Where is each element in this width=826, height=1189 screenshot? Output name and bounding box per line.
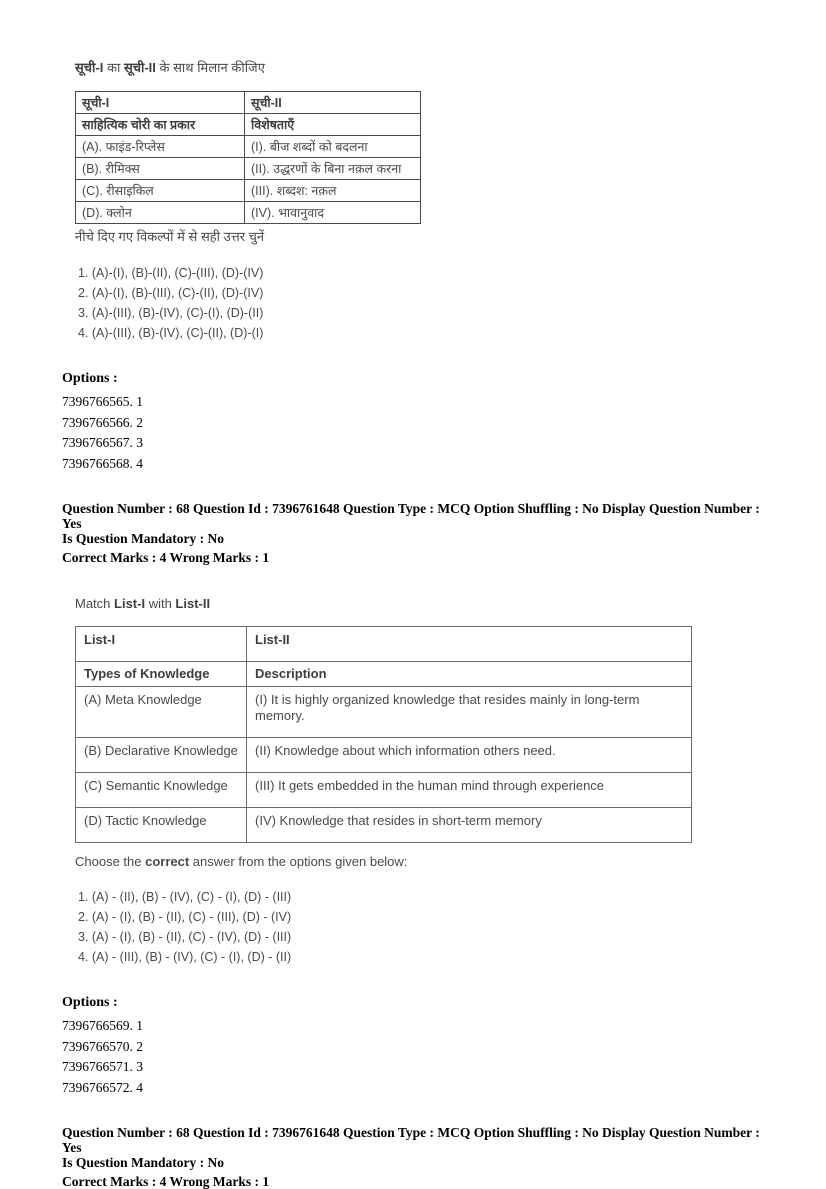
- subheader-cell: Description: [247, 662, 692, 687]
- question-metadata: [62, 1125, 776, 1170]
- choose-correct-word: correct: [145, 854, 190, 869]
- table-cell: (III). शब्दश: नक़ल: [245, 180, 421, 202]
- table-cell: (I). बीज शब्दों को बदलना: [245, 136, 421, 158]
- table-row-d: [76, 808, 692, 843]
- subheader-cell: Types of Knowledge: [76, 662, 247, 687]
- options-block: [62, 995, 776, 1098]
- table-cell: (B). रीमिक्स: [76, 158, 245, 180]
- options-block: [62, 371, 776, 474]
- option-id-4: 7396766568. 4: [62, 455, 143, 471]
- option-id-1: 7396766569. 1: [62, 1018, 143, 1033]
- table-row-a: [76, 136, 421, 158]
- metadata-line-2: Is Question Mandatory : No: [62, 531, 225, 546]
- question-2-content: [75, 596, 776, 967]
- table-cell: (D) Tactic Knowledge: [76, 808, 247, 843]
- table-cell: (IV) Knowledge that resides in short-term memory: [247, 808, 692, 843]
- table-row-c: [76, 180, 421, 202]
- subheader-cell: विशेषताएँ: [245, 114, 421, 136]
- choose-instruction: [75, 854, 776, 869]
- choice-1: 1. (A)-(I), (B)-(II), (C)-(III), (D)-(IV): [78, 266, 264, 280]
- option-id-2: 7396766570. 2: [62, 1038, 143, 1054]
- table-cell: (III) It gets embedded in the human mind through experience: [247, 773, 692, 808]
- choice-1: 1. (A) - (II), (B) - (IV), (C) - (I), (D) - (III): [78, 890, 292, 904]
- option-id-3: 7396766571. 3: [62, 1059, 143, 1074]
- table-cell: (D). क्लोन: [76, 202, 245, 224]
- header-cell-list1: सूची-I: [76, 92, 245, 114]
- prompt-text: with: [145, 596, 176, 611]
- table-cell: (IV). भावानुवाद: [245, 202, 421, 224]
- choose-instruction: नीचे दिए गए विकल्पों में से सही उत्तर चुनें: [75, 229, 265, 244]
- marks-info: Correct Marks : 4 Wrong Marks : 1: [62, 550, 270, 565]
- metadata-line-1: Question Number : 68 Question Id : 7396761648 Question Type : MCQ Option Shuffling : No Display Question Number : Yes: [62, 501, 760, 531]
- prompt-list1-label: सूची-I: [75, 60, 104, 75]
- option-id-3: 7396766567. 3: [62, 435, 143, 450]
- table-cell: (C) Semantic Knowledge: [76, 773, 247, 808]
- table-header-row: [76, 92, 421, 114]
- table-row-c: [76, 773, 692, 808]
- table-cell: (A). फाइंड-रिप्लेस: [76, 136, 245, 158]
- option-id-2: 7396766566. 2: [62, 414, 143, 430]
- table-cell: (II) Knowledge about which information others need.: [247, 738, 692, 773]
- prompt-list2-label: सूची-II: [123, 60, 156, 75]
- table-cell: (I) It is highly organized knowledge that resides mainly in long-term memory.: [247, 687, 692, 738]
- choice-3: 3. (A) - (I), (B) - (II), (C) - (IV), (D) - (III): [78, 930, 292, 944]
- choose-text: answer from the options given below:: [189, 854, 408, 869]
- choice-2: 2. (A)-(I), (B)-(III), (C)-(II), (D)-(IV): [78, 286, 264, 300]
- table-cell: (C). रीसाइकिल: [76, 180, 245, 202]
- subheader-cell: साहित्यिक चोरी का प्रकार: [76, 114, 245, 136]
- header-cell-list2: सूची-II: [245, 92, 421, 114]
- table-subheader-row: [76, 114, 421, 136]
- question-metadata: [62, 501, 776, 546]
- match-table-english: [75, 626, 692, 843]
- prompt-text: का: [103, 60, 124, 75]
- table-header-row: [76, 627, 692, 662]
- table-row-b: [76, 158, 421, 180]
- table-row-b: [76, 738, 692, 773]
- prompt-list2-label: List-II: [175, 596, 211, 611]
- choice-list: [78, 263, 776, 343]
- choice-3: 3. (A)-(III), (B)-(IV), (C)-(I), (D)-(II): [78, 306, 264, 320]
- question-2-block: [62, 596, 776, 1189]
- question-2-prompt: [75, 596, 776, 611]
- question-1-prompt: [75, 58, 776, 76]
- choice-4: 4. (A)-(III), (B)-(IV), (C)-(II), (D)-(I): [78, 326, 264, 340]
- prompt-text: Match: [75, 596, 115, 611]
- marks-info: Correct Marks : 4 Wrong Marks : 1: [62, 1174, 270, 1189]
- header-cell-list1: List-I: [76, 627, 247, 662]
- choice-4: 4. (A) - (III), (B) - (IV), (C) - (I), (D) - (II): [78, 950, 292, 964]
- choose-text: Choose the: [75, 854, 146, 869]
- header-cell-list2: List-II: [247, 627, 692, 662]
- table-cell: (B) Declarative Knowledge: [76, 738, 247, 773]
- table-row-a: [76, 687, 692, 738]
- table-subheader-row: [76, 662, 692, 687]
- match-table-hindi: [75, 91, 421, 224]
- metadata-line-1: Question Number : 68 Question Id : 7396761648 Question Type : MCQ Option Shuffling : No Display Question Number : Yes: [62, 1125, 760, 1155]
- choice-2: 2. (A) - (I), (B) - (II), (C) - (III), (D) - (IV): [78, 910, 292, 924]
- table-cell: (A) Meta Knowledge: [76, 687, 247, 738]
- question-1-block: [62, 58, 776, 565]
- option-id-1: 7396766565. 1: [62, 394, 143, 409]
- metadata-line-2: Is Question Mandatory : No: [62, 1155, 225, 1170]
- prompt-text: के साथ मिलान कीजिए: [155, 60, 265, 75]
- table-cell: (II). उद्धरणों के बिना नक़ल करना: [245, 158, 421, 180]
- question-1-content: [75, 58, 776, 343]
- options-label: Options :: [62, 995, 118, 1010]
- table-row-d: [76, 202, 421, 224]
- option-id-4: 7396766572. 4: [62, 1079, 143, 1095]
- prompt-list1-label: List-I: [114, 596, 146, 611]
- choice-list: [78, 887, 776, 967]
- options-label: Options :: [62, 371, 118, 386]
